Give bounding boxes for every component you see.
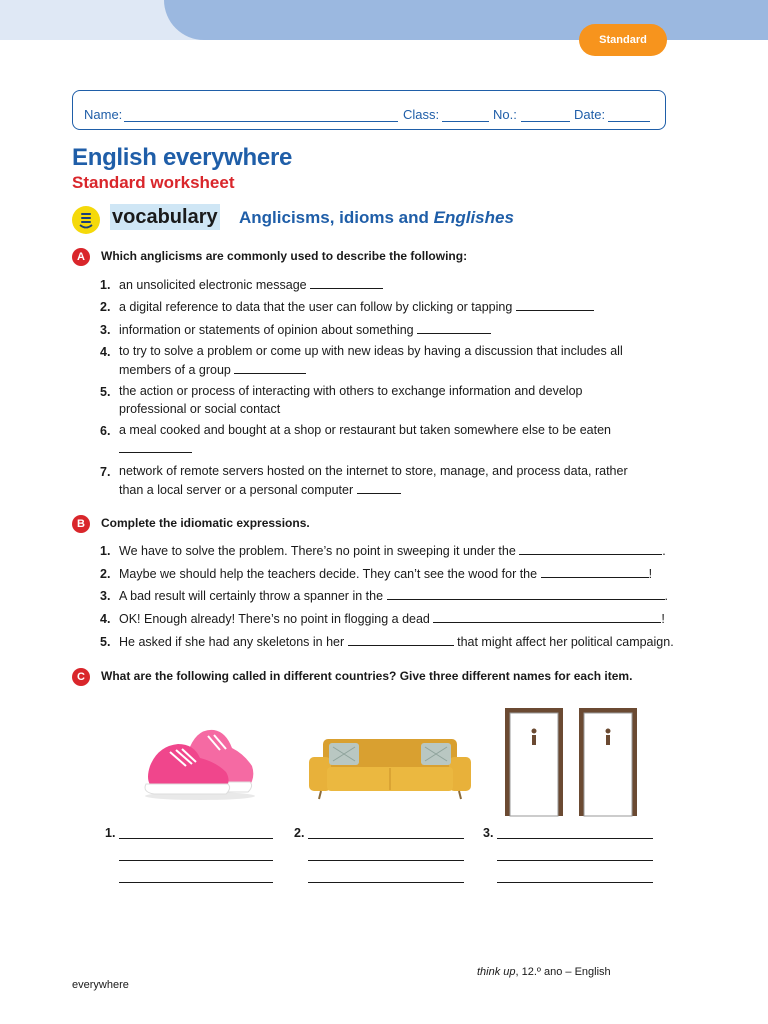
answer-1-line-3[interactable]	[119, 882, 273, 883]
footer-book-title: think up	[477, 966, 516, 978]
footer-book-info: , 12.º ano – English	[515, 966, 611, 978]
item-a1-number: 1.	[100, 278, 111, 292]
number-field[interactable]	[521, 121, 570, 122]
sofa-icon	[305, 735, 475, 803]
item-b3-after: .	[664, 589, 668, 603]
answer-blank[interactable]	[417, 321, 491, 334]
answer-blank[interactable]	[541, 565, 649, 578]
item-b1-before: We have to solve the problem. There’s no point in sweeping it under the	[119, 544, 516, 558]
item-a1-text: an unsolicited electronic message	[119, 278, 307, 292]
item-b3-before: A bad result will certainly throw a spanner in the	[119, 589, 384, 603]
answer-1-line-1[interactable]	[119, 838, 273, 839]
section-heading	[239, 208, 514, 228]
answer-2-line-1[interactable]	[308, 838, 464, 839]
smiley-book-icon	[72, 206, 100, 234]
answer-blank[interactable]	[119, 440, 192, 453]
level-badge: Standard	[579, 24, 667, 56]
item-b3	[119, 587, 668, 606]
section-a-instruction: Which anglicisms are commonly used to describe the following:	[101, 249, 468, 263]
item-a7-text-line2: than a local server or a personal computer	[119, 482, 354, 497]
date-label: Date:	[574, 107, 606, 122]
section-b-instruction: Complete the idiomatic expressions.	[101, 516, 310, 530]
answer-blank[interactable]	[310, 276, 383, 289]
item-b5-before: He asked if she had any skeletons in her	[119, 635, 345, 649]
item-a2-number: 2.	[100, 300, 111, 314]
answer-1-number: 1.	[105, 826, 116, 840]
item-a2	[119, 298, 594, 317]
item-b3-number: 3.	[100, 589, 111, 603]
section-b-marker: B	[72, 515, 90, 533]
item-b2-after: !	[648, 567, 653, 581]
answer-2-line-2[interactable]	[308, 860, 464, 861]
sneakers-icon	[140, 722, 262, 802]
item-b1-after: .	[662, 544, 666, 558]
answer-blank[interactable]	[519, 542, 662, 555]
item-a7-text-line1: network of remote servers hosted on the internet to store, manage, and process data, rather	[119, 464, 628, 478]
item-a5	[119, 383, 582, 418]
toilet-doors-icon	[504, 706, 640, 818]
item-b5-after: that might affect her political campaign.	[457, 635, 674, 649]
item-a5-number: 5.	[100, 385, 111, 399]
date-field[interactable]	[608, 121, 650, 122]
name-field[interactable]	[124, 121, 398, 122]
answer-3-line-2[interactable]	[497, 860, 653, 861]
section-a-marker: A	[72, 248, 90, 266]
answer-blank[interactable]	[516, 298, 594, 311]
answer-3-number: 3.	[483, 826, 494, 840]
item-b5-number: 5.	[100, 635, 111, 649]
section-c-instruction: What are the following called in different countries? Give three different names for each item.	[101, 669, 633, 683]
item-a4-text-line1: to try to solve a problem or come up with new ideas by having a discussion that includes all	[119, 344, 623, 358]
number-label: No.:	[493, 107, 517, 122]
item-b2-number: 2.	[100, 567, 111, 581]
item-a3-number: 3.	[100, 323, 111, 337]
heading-text: Anglicisms, idioms and	[239, 208, 434, 227]
item-b1	[119, 542, 666, 561]
item-b2	[119, 565, 652, 584]
class-label: Class:	[403, 107, 440, 122]
footer-left: everywhere	[72, 979, 129, 991]
item-a4-number: 4.	[100, 345, 111, 359]
item-a3	[119, 321, 491, 340]
item-b4-after: !	[661, 612, 665, 626]
item-a6-number: 6.	[100, 424, 111, 438]
section-label-vocabulary: vocabulary	[112, 206, 218, 228]
heading-emphasis: Englishes	[433, 208, 514, 227]
item-b4-before: OK! Enough already! There’s no point in flogging a dead	[119, 612, 430, 626]
item-a4-text-line2: members of a group	[119, 362, 231, 377]
item-b1-number: 1.	[100, 544, 111, 558]
item-b4-number: 4.	[100, 612, 111, 626]
answer-blank[interactable]	[387, 587, 665, 600]
item-a1	[119, 276, 383, 295]
item-a6-text: a meal cooked and bought at a shop or restaurant but taken somewhere else to be eaten	[119, 423, 611, 437]
item-a7	[119, 463, 628, 499]
answer-blank[interactable]	[357, 481, 401, 494]
item-a6	[119, 422, 611, 458]
answer-2-line-3[interactable]	[308, 882, 464, 883]
answer-3-line-3[interactable]	[497, 882, 653, 883]
answer-3-line-1[interactable]	[497, 838, 653, 839]
page-title: English everywhere	[72, 144, 293, 171]
answer-blank[interactable]	[348, 633, 454, 646]
footer-right	[477, 966, 611, 978]
page-subtitle: Standard worksheet	[72, 173, 235, 192]
item-a5-text-line2: professional or social contact	[119, 401, 281, 416]
name-label: Name:	[84, 107, 123, 122]
class-field[interactable]	[442, 121, 489, 122]
answer-2-number: 2.	[294, 826, 305, 840]
item-b4	[119, 610, 665, 629]
item-a4	[119, 343, 623, 379]
item-b5	[119, 633, 674, 652]
item-a3-text: information or statements of opinion about something	[119, 323, 414, 337]
section-c-marker: C	[72, 668, 90, 686]
item-a7-number: 7.	[100, 465, 111, 479]
item-a5-text-line1: the action or process of interacting with others to exchange information and develop	[119, 384, 583, 398]
item-a2-text: a digital reference to data that the user can follow by clicking or tapping	[119, 300, 513, 314]
answer-1-line-2[interactable]	[119, 860, 273, 861]
answer-blank[interactable]	[433, 610, 661, 623]
item-b2-before: Maybe we should help the teachers decide. They can’t see the wood for the	[119, 567, 538, 581]
top-banner-accent	[164, 0, 768, 40]
answer-blank[interactable]	[234, 361, 306, 374]
